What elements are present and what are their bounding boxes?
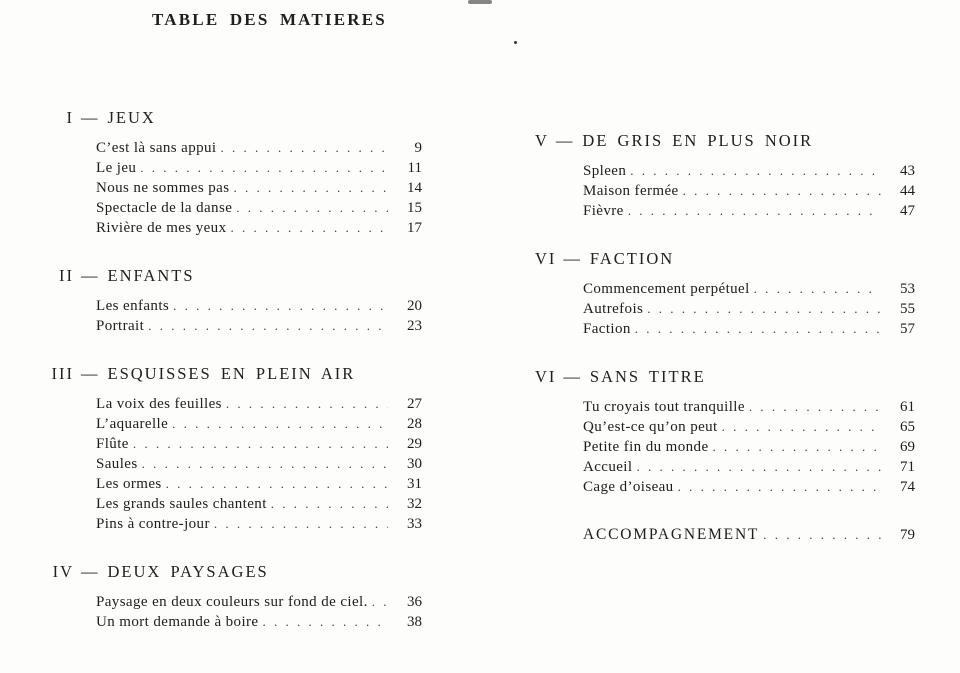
dot-leader — [142, 454, 388, 474]
toc-entry — [583, 477, 915, 497]
toc-entry-page: 14 — [407, 180, 422, 196]
section-dash: — — [81, 364, 100, 383]
toc-entry — [583, 161, 915, 181]
toc-entry-title: Nous ne sommes pas — [96, 180, 230, 196]
toc-entry — [583, 201, 915, 221]
dot-leader — [262, 612, 388, 632]
section-items — [48, 394, 422, 534]
toc-entry-title: Faction — [583, 321, 631, 337]
dot-leader — [133, 434, 388, 454]
scan-ink-dot-artifact — [514, 41, 517, 44]
dot-leader — [636, 457, 881, 477]
toc-entry-title: Pins à contre-jour — [96, 516, 210, 532]
toc-entry-title: Autrefois — [583, 301, 644, 317]
dot-leader — [221, 138, 389, 158]
section-dash: — — [563, 367, 582, 386]
dot-leader — [226, 394, 388, 414]
dot-leader — [166, 474, 388, 494]
section-items — [535, 161, 915, 221]
toc-entry-page: 71 — [900, 459, 915, 475]
toc-entry-title: Fièvre — [583, 203, 624, 219]
toc-entry — [583, 397, 915, 417]
toc-entry-page: 61 — [900, 399, 915, 415]
toc-entry — [96, 454, 422, 474]
toc-entry-page: 20 — [407, 298, 422, 314]
toc-entry-page: 65 — [900, 419, 915, 435]
toc-entry-page: 31 — [407, 476, 422, 492]
toc-entry — [96, 592, 422, 612]
toc-entry — [96, 296, 422, 316]
toc-section — [535, 249, 915, 339]
toc-entry — [96, 514, 422, 534]
toc-entry-page: 11 — [407, 160, 422, 176]
section-numeral: II — [59, 266, 74, 285]
dot-leader — [749, 397, 881, 417]
toc-entry-title: Les ormes — [96, 476, 162, 492]
toc-entry — [96, 394, 422, 414]
toc-entry — [583, 181, 915, 201]
section-dash: — — [81, 266, 100, 285]
toc-section — [48, 364, 422, 534]
dot-leader — [148, 316, 388, 336]
toc-entry-title: Rivière de mes yeux — [96, 220, 227, 236]
dot-leader — [628, 201, 881, 221]
toc-entry-title: L’aquarelle — [96, 416, 169, 432]
dot-leader — [236, 198, 388, 218]
toc-entry-page: 44 — [900, 183, 915, 199]
section-dash: — — [81, 108, 100, 127]
section-items — [535, 397, 915, 497]
dot-leader — [647, 299, 881, 319]
dot-leader — [372, 592, 388, 612]
dot-leader — [140, 158, 388, 178]
section-items — [48, 138, 422, 238]
toc-section — [48, 562, 422, 632]
toc-entry-page: 15 — [407, 200, 422, 216]
section-dash: — — [555, 131, 575, 150]
section-dash: — — [81, 562, 100, 581]
toc-entry — [96, 414, 422, 434]
toc-entry — [96, 474, 422, 494]
dot-leader — [635, 319, 881, 339]
section-numeral: VI — [535, 249, 557, 268]
section-numeral: III — [51, 364, 74, 383]
section-title: ESQUISSES EN PLEIN AIR — [107, 364, 356, 383]
toc-entry-title: Saules — [96, 456, 138, 472]
section-title: ENFANTS — [107, 266, 195, 285]
dot-leader — [678, 477, 881, 497]
section-title: JEUX — [107, 108, 156, 127]
section-dash: — — [563, 249, 582, 268]
toc-entry-page: 74 — [900, 479, 915, 495]
toc-entry — [583, 457, 915, 477]
toc-entry-title: Petite fin du monde — [583, 439, 709, 455]
toc-entry-page: 55 — [900, 301, 915, 317]
toc-entry-page: 47 — [900, 203, 915, 219]
toc-entry-page: 69 — [900, 439, 915, 455]
toc-entry — [96, 612, 422, 632]
toc-entry-page: 28 — [407, 416, 422, 432]
toc-entry — [583, 417, 915, 437]
closing-entry-title: ACCOMPAGNEMENT — [583, 526, 760, 543]
toc-entry-title: Flûte — [96, 436, 129, 452]
section-heading — [48, 108, 422, 128]
dot-leader — [172, 414, 388, 434]
toc-entry-page: 23 — [407, 318, 422, 334]
section-heading — [535, 249, 915, 269]
dot-leader — [233, 178, 388, 198]
toc-entry — [96, 434, 422, 454]
toc-entry-title: Commencement perpétuel — [583, 281, 750, 297]
toc-entry-title: C’est là sans appui — [96, 140, 217, 156]
toc-entry-page: 17 — [407, 220, 422, 236]
section-items — [48, 592, 422, 632]
toc-entry-title: Un mort demande à boire — [96, 614, 259, 630]
toc-entry-page: 32 — [407, 496, 422, 512]
toc-section — [48, 266, 422, 336]
toc-entry — [96, 198, 422, 218]
toc-entry-page: 9 — [414, 140, 422, 156]
toc-entry — [96, 138, 422, 158]
dot-leader — [271, 494, 388, 514]
toc-entry — [96, 178, 422, 198]
toc-right-column — [535, 131, 915, 545]
dot-leader — [214, 514, 388, 534]
toc-entry-page: 30 — [407, 456, 422, 472]
toc-entry — [583, 319, 915, 339]
toc-entry-page: 33 — [407, 516, 422, 532]
dot-leader — [763, 525, 881, 545]
toc-section — [535, 131, 915, 221]
toc-left-column — [48, 108, 422, 660]
dot-leader — [230, 218, 388, 238]
toc-entry-title: Spectacle de la danse — [96, 200, 233, 216]
toc-entry-title: Paysage en deux couleurs sur fond de ciel. — [96, 594, 368, 610]
toc-entry-page: 43 — [900, 163, 915, 179]
toc-entry-title: Le jeu — [96, 160, 137, 176]
toc-entry-page: 57 — [900, 321, 915, 337]
section-items — [535, 279, 915, 339]
section-numeral: VI — [535, 367, 557, 386]
toc-entry — [96, 158, 422, 178]
toc-entry — [583, 299, 915, 319]
section-heading — [48, 364, 422, 384]
closing-entry — [583, 525, 915, 545]
section-numeral: IV — [52, 562, 74, 581]
toc-entry — [583, 279, 915, 299]
toc-entry — [96, 218, 422, 238]
section-heading — [48, 562, 422, 582]
section-heading — [535, 131, 915, 151]
toc-entry-page: 53 — [900, 281, 915, 297]
page-title: TABLE DES MATIERES — [152, 10, 387, 29]
toc-section — [48, 108, 422, 238]
toc-entry-title: Les enfants — [96, 298, 170, 314]
toc-entry-title: Cage d’oiseau — [583, 479, 674, 495]
toc-entry-page: 27 — [407, 396, 422, 412]
toc-entry — [583, 437, 915, 457]
section-numeral: V — [535, 131, 549, 150]
toc-entry-title: Accueil — [583, 459, 633, 475]
toc-entry-title: La voix des feuilles — [96, 396, 222, 412]
section-heading — [48, 266, 422, 286]
closing-entry-page: 79 — [900, 527, 915, 543]
toc-entry — [96, 316, 422, 336]
section-numeral: I — [66, 108, 74, 127]
dot-leader — [713, 437, 882, 457]
section-items — [48, 296, 422, 336]
toc-entry-page: 29 — [407, 436, 422, 452]
toc-entry-title: Portrait — [96, 318, 145, 334]
toc-entry-title: Les grands saules chantent — [96, 496, 267, 512]
section-title: SANS TITRE — [589, 367, 706, 386]
toc-entry-page: 38 — [407, 614, 422, 630]
dot-leader — [173, 296, 388, 316]
section-title: DEUX PAYSAGES — [107, 562, 269, 581]
toc-entry-page: 36 — [407, 594, 422, 610]
toc-section — [535, 367, 915, 497]
toc-entry-title: Tu croyais tout tranquille — [583, 399, 745, 415]
scan-smudge-artifact — [468, 0, 492, 4]
toc-entry-title: Qu’est-ce qu’on peut — [583, 419, 718, 435]
dot-leader — [683, 181, 881, 201]
section-heading — [535, 367, 915, 387]
section-title: FACTION — [589, 249, 675, 268]
toc-entry-title: Maison fermée — [583, 183, 679, 199]
dot-leader — [630, 161, 881, 181]
toc-entry-title: Spleen — [583, 163, 627, 179]
toc-entry — [96, 494, 422, 514]
dot-leader — [754, 279, 881, 299]
section-title: DE GRIS EN PLUS NOIR — [582, 131, 814, 150]
dot-leader — [722, 417, 881, 437]
